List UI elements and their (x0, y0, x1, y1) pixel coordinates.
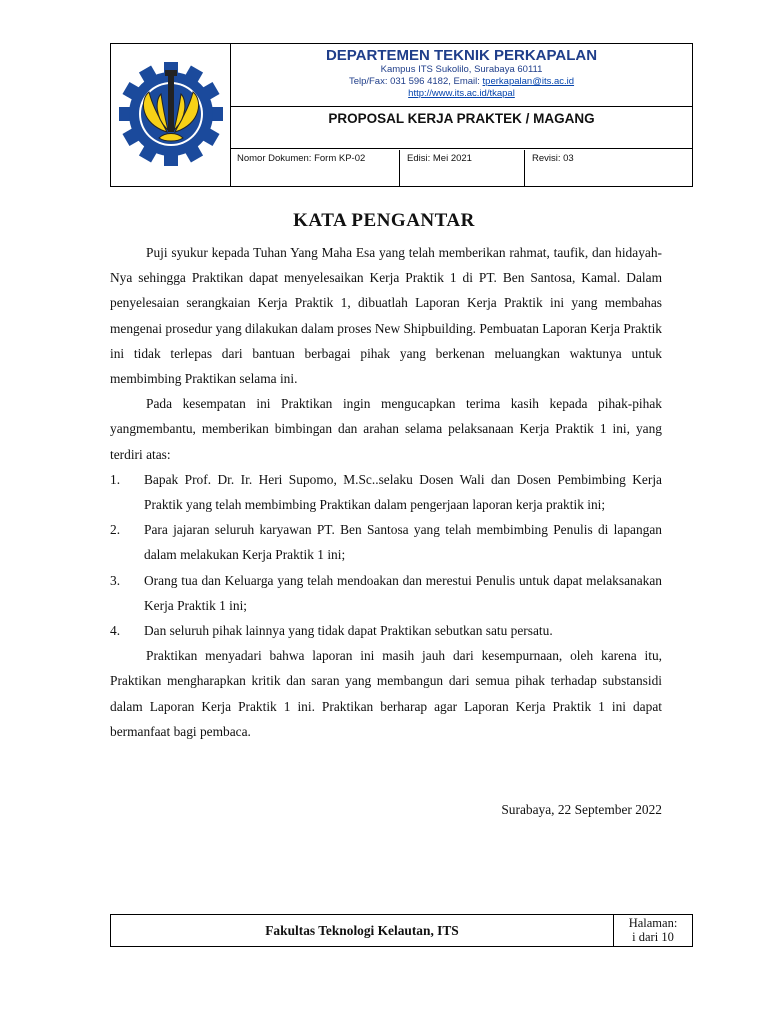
its-logo-icon (111, 44, 230, 186)
website-row (231, 88, 692, 100)
list-number: 2. (110, 522, 121, 538)
page-value: i dari 10 (632, 930, 674, 944)
paragraph-thanks: Pada kesempatan ini Praktikan ingin mengucapkan terima kasih kepada pihak-pihak yangmembantu, memberikan bimbingan dan arahan selama pelaksanaan Kerja Praktik 1 ini, yang terdiri atas: (110, 396, 662, 462)
signature-date: Surabaya, 22 September 2022 (501, 802, 662, 817)
list-text: Para jajaran seluruh karyawan PT. Ben Santosa yang telah membimbing Penulis di lapangan dalam melakukan Kerja Praktik 1 ini; (144, 522, 662, 563)
department-title: DEPARTEMEN TEKNIK PERKAPALAN (325, 47, 598, 64)
thanks-list (110, 467, 662, 643)
department-address: Kampus ITS Sukolilo, Surabaya 60111 (380, 64, 543, 75)
document-body (110, 240, 662, 744)
page-title: KATA PENGANTAR (293, 210, 475, 231)
contact-prefix: Telp/Fax: 031 596 4182, Email: (348, 76, 483, 87)
list-item (110, 568, 662, 618)
list-text: Bapak Prof. Dr. Ir. Heri Supomo, M.Sc..selaku Dosen Wali dan Dosen Pembimbing Kerja Praktik yang telah membimbing Praktikan dalam pengerjaan laporan kerja praktik ini; (144, 471, 662, 513)
list-item (110, 467, 662, 517)
paragraph-closing: Praktikan menyadari bahwa laporan ini masih jauh dari kesempurnaan, oleh karena itu, Praktikan mengharapkan kritik dan saran yang membangun dari semua pihak terhadap substansidi dalam Laporan Kerja Praktik 1 ini. Praktikan berharap agar Laporan Kerja Praktik 1 ini dapat bermanfaat bagi pembaca. (110, 648, 662, 739)
list-text: Dan seluruh pihak lainnya yang tidak dapat Praktikan sebutkan satu persatu. (144, 623, 553, 639)
department-contact (231, 76, 692, 88)
document-footer (110, 914, 693, 947)
logo-cell (111, 44, 231, 186)
list-item (110, 618, 662, 643)
doc-revision: Revisi: 03 (532, 153, 574, 164)
list-item (110, 517, 662, 567)
document-header (110, 43, 693, 187)
paragraph-intro: Puji syukur kepada Tuhan Yang Maha Esa yang telah memberikan rahmat, taufik, dan hidayah-Nya sehingga Praktikan dapat menyelesaikan Kerja Praktik 1 di PT. Ben Santosa, Kamal. Dalam penyelesaian serangkaian Kerja Praktik 1, dibuatlah Laporan Kerja Praktik ini yang membahas mengenai prosedur yang dilakukan dalam proses New Shipbuilding. Pembuatan Laporan Kerja Praktik ini tidak terlepas dari bantuan berbagai pihak yang berkenan meluangkan waktunya untuk membimbing Praktikan selama ini. (110, 245, 662, 387)
list-number: 1. (110, 471, 121, 487)
department-info (231, 44, 692, 107)
doc-edition: Edisi: Mei 2021 (401, 150, 525, 186)
list-number: 4. (110, 623, 121, 639)
website-link[interactable]: http://www.its.ac.id/tkapal (408, 88, 515, 99)
list-text: Orang tua dan Keluarga yang telah mendoakan dan merestui Penulis untuk dapat melaksanakan Kerja Praktik 1 ini; (144, 572, 662, 613)
doc-number: Nomor Dokumen: Form KP-02 (231, 150, 400, 186)
page-number (614, 915, 692, 944)
faculty-name: Fakultas Teknologi Kelautan, ITS (111, 915, 614, 946)
email-link[interactable]: tperkapalan@its.ac.id (482, 76, 575, 87)
list-number: 3. (110, 572, 121, 588)
page-label: Halaman: (628, 916, 678, 930)
proposal-title: PROPOSAL KERJA PRAKTEK / MAGANG (231, 107, 692, 149)
